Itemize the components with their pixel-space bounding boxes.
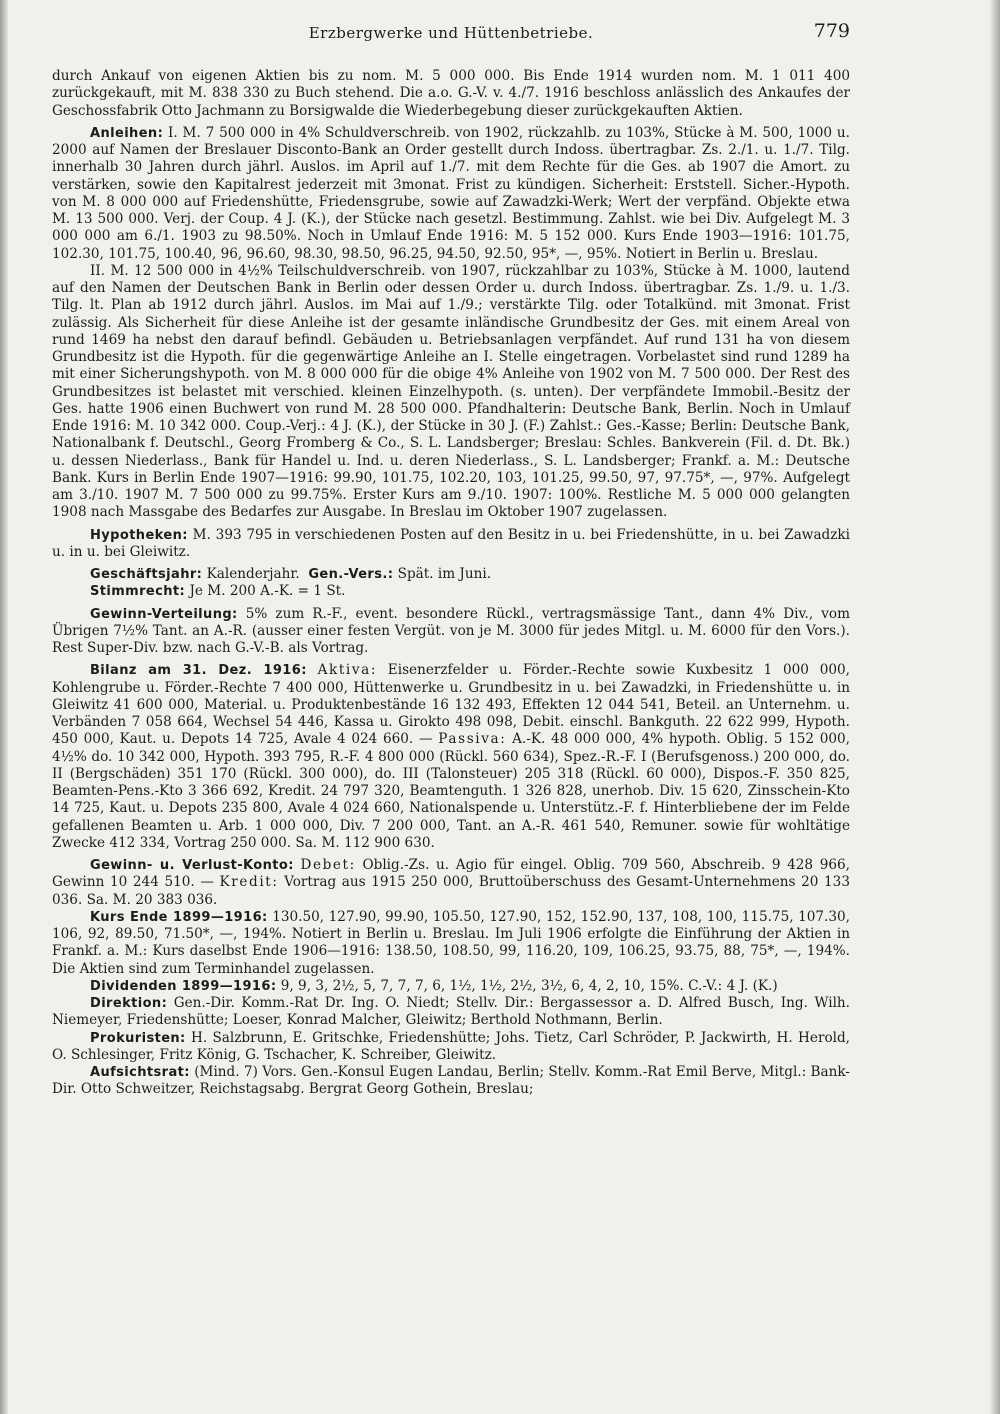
hypotheken-text: M. 393 795 in verschiedenen Posten auf den Besitz in u. bei Friedenshütte, in u. bei Zawadzki u. in u. bei Gleiwitz. — [52, 526, 850, 560]
kredit-text: Vortrag aus 1915 250 000, Bruttoüberschuss des Gesamt-Unternehmens 20 133 036. Sa. M. 20 383 036. — [52, 874, 850, 908]
prokuristen-label: Prokuristen: — [90, 1030, 186, 1046]
page-number: 779 — [813, 20, 850, 42]
kurs-text: 130.50, 127.90, 99.90, 105.50, 127.90, 152, 152.90, 137, 108, 100, 115.75, 107.30, 106, 92, 89.50, 71.50*, —, 194%. Notiert in Berlin u. Breslau. Im Juli 1906 erfolgte die Einführung der Aktien in Frankf. a. M.: Kurs daselbst Ende 1906—1916: 138.50, 108.50, 99, 116.20, 109, 106.25, 93.75, 88, 75*, —, 194%. Die Aktien sind zum Terminhandel zugelassen. — [52, 908, 850, 977]
anleihen-text-1: I. M. 7 500 000 in 4% Schuldverschreib. von 1902, rückzahlb. zu 103%, Stücke à M. 500, 1000 u. 2000 auf Namen der Breslauer Disconto-Bank an Order gestellt durch Indoss. übertragbar. Zs. 2./1. u. 1./7. Tilg. innerhalb 30 Jahren durch jährl. Auslos. im April auf 1./7. mit dem Rechte für die Ges. ab 1907 die Amort. zu verstärken, sowie den Kapitalrest jederzeit mit 3monat. Frist zu kündigen. Sicherheit: Erststell. Sicher.-Hypoth. von M. 8 000 000 auf Friedenshütte, Friedensgrube, sowie auf Zawadzki-Werk; Wert der verpfänd. Objekte etwa M. 13 500 000. Verj. der Coup. 4 J. (K.), der Stücke nach gesetzl. Bestimmung. Zahlst. wie bei Div. Aufgelegt M. 3 000 000 am 6./1. 1903 zu 98.50%. Noch in Umlauf Ende 1916: M. 5 152 000. Kurs Ende 1903—1916: 101.75, 102.30, 101.75, 100.40, 96, 96.60, 98.30, 98.50, 96.25, 94.50, 92.50, 95*, —, 95%. Notiert in Berlin u. Breslau. — [52, 124, 850, 262]
kredit-label: Kredit: — [219, 874, 279, 891]
gewinn-verteilung-label: Gewinn-Verteilung: — [90, 606, 238, 622]
aufsichtsrat-section — [52, 1064, 850, 1099]
intro-paragraph: durch Ankauf von eigenen Aktien bis zu nom. M. 5 000 000. Bis Ende 1914 wurden nom. M. 1 011 400 zurückgekauft, mit M. 838 330 zu Buch stehend. Die a.o. G.-V. v. 4./7. 1916 beschloss anlässlich des Ankaufes der Geschossfabrik Otto Jachmann zu Borsigwalde die Wiederbegebung dieser zurückgekauften Aktien. — [52, 68, 850, 119]
prokuristen-section — [52, 1030, 850, 1065]
bilanz-section — [52, 662, 850, 852]
hypotheken-label: Hypotheken: — [90, 527, 188, 543]
gen-vers-text: Spät. im Juni. — [397, 566, 492, 582]
direktion-text: Gen.-Dir. Komm.-Rat Dr. Ing. O. Niedt; Stellv. Dir.: Bergassessor a. D. Alfred Busch, Ing. Wilh. Niemeyer, Friedenshütte; Loeser, Konrad Malcher, Gleiwitz; Berthold Nothmann, Berlin. — [52, 995, 850, 1029]
debet-text: Oblig.-Zs. u. Agio für eingel. Oblig. 709 560, Abschreib. 9 428 966, Gewinn 10 244 510. — — [52, 857, 851, 891]
direktion-section — [52, 995, 850, 1030]
gewinn-verlust-label: Gewinn- u. Verlust-Konto: — [90, 858, 294, 873]
page-body — [52, 68, 850, 1099]
aufsichtsrat-label: Aufsichtsrat: — [90, 1065, 190, 1080]
stimmrecht-label: Stimmrecht: — [90, 584, 186, 600]
anleihen-second-issue: II. M. 12 500 000 in 4½% Teilschuldverschreib. von 1907, rückzahlbar zu 103%, Stücke à M. 1000, lautend auf den Namen der Deutschen Bank in Berlin oder dessen Order u. durch Indoss. übertragbar. Zs. 1./9. u. 1./3. Tilg. lt. Plan ab 1912 durch jährl. Auslos. im Mai auf 1./9.; verstärkte Tilg. oder Totalkünd. mit 3monat. Frist zulässig. Als Sicherheit für diese Anleihe ist der gesamte inländische Grundbesitz der Ges. mit einem Areal von rund 1469 ha nebst den darauf befindl. Gebäuden u. Betriebsanlagen verpfändet. Auf rund 131 ha von diesem Grundbesitz ist die Hypoth. für die gegenwärtige Anleihe an I. Stelle eingetragen. Vorbelastet sind rund 1289 ha mit einer Sicherungshypoth. von M. 8 000 000 für die obige 4% Anleihe von 1902 von M. 7 500 000. Der Rest des Grundbesitzes ist belastet mit verschied. kleinen Einzelhypoth. (s. unten). Der verpfändete Immobil.-Besitz der Ges. hatte 1906 einen Buchwert von rund M. 28 500 000. Pfandhalterin: Deutsche Bank, Berlin. Noch in Umlauf Ende 1916: M. 10 342 000. Coup.-Verj.: 4 J. (K.), der Stücke in 30 J. (F.) Zahlst.: Ges.-Kasse; Berlin: Deutsche Bank, Nationalbank f. Deutschl., Georg Fromberg & Co., S. L. Landsberger; Breslau: Schles. Bankverein (Fil. d. Dt. Bk.) u. dessen Niederlass., Bank für Handel u. Ind. u. deren Niederlass., S. L. Landsberger; Frankf. a. M.: Deutsche Bank. Kurs in Berlin Ende 1907—1916: 99.90, 101.75, 102.20, 103, 101.25, 99.50, 97, 97.75*, —, 97%. Aufgelegt am 3./10. 1907 M. 7 500 000 zu 99.75%. Erster Kurs am 9./10. 1907: 100%. Restliche M. 5 000 000 gelangten 1908 nach Massgabe des Bedarfes zur Ausgabe. In Breslau im Oktober 1907 zugelassen. — [52, 262, 850, 521]
passiva-text: A.-K. 48 000 000, 4% hypoth. Oblig. 5 152 000, 4½% do. 10 342 000, Hypoth. 393 795, R.-F. 4 800 000 (Rückl. 560 634), Spez.-R.-F. I (Berufsgenoss.) 200 000, do. II (Bergschäden) 351 170 (Rückl. 300 000), do. III (Talonsteuer) 205 318 (Rückl. 60 000), Dispos.-F. 350 825, Beamten-Pens.-Kto 3 366 692, Kredit. 24 797 320, Beamtenguth. 1 326 828, unerhob. Div. 15 620, Zinsschein-Kto 14 725, Kaut. u. Depots 235 800, Avale 4 024 660, Nationalspende u. Unterstütz.-F. f. Hinterbliebene der im Felde gefallenen Beamten u. Arb. 1 000 000, Div. 7 200 000, Tant. an A.-R. 461 540, Remuner. sowie für wohltätige Zwecke 412 334, Vortrag 250 000. Sa. M. 112 900 630. — [52, 731, 851, 851]
stimmrecht-section — [52, 583, 850, 600]
prokuristen-text: H. Salzbrunn, E. Gritschke, Friedenshütte; Johs. Tietz, Carl Schröder, P. Jackwirth, H. Herold, O. Schlesinger, Fritz König, G. Tschacher, K. Schreiber, Gleiwitz. — [52, 1029, 851, 1063]
geschaeftsjahr-section — [52, 566, 850, 583]
kurs-section — [52, 909, 850, 978]
stimmrecht-text: Je M. 200 A.-K. = 1 St. — [189, 583, 346, 600]
gen-vers-label: Gen.-Vers.: — [308, 567, 394, 582]
running-title: Erzbergwerke und Hüttenbetriebe. — [308, 24, 594, 42]
dividenden-text: 9, 9, 3, 2½, 5, 7, 7, 7, 6, 1½, 1½, 2½, 3½, 6, 4, 2, 10, 15%. C.-V.: 4 J. (K.) — [280, 977, 778, 994]
geschaeftsjahr-label: Geschäftsjahr: — [90, 567, 203, 582]
gewinn-verlust-section — [52, 857, 850, 909]
dividenden-section — [52, 978, 850, 995]
aufsichtsrat-text: (Mind. 7) Vors. Gen.-Konsul Eugen Landau, Berlin; Stellv. Komm.-Rat Emil Berve, Mitgl.: Bank-Dir. Otto Schweitzer, Reichstagsabg. Bergrat Georg Gothein, Breslau; — [52, 1064, 850, 1098]
anleihen-section — [52, 125, 850, 263]
dividenden-label: Dividenden 1899—1916: — [90, 978, 277, 994]
aktiva-text: Eisenerzfelder u. Förder.-Rechte sowie Kuxbesitz 1 000 000, Kohlengrube u. Förder.-Rechte 7 400 000, Hüttenwerke u. Grundbesitz in u. bei Zawadzki, in Friedenshütte u. in Gleiwitz 41 600 000, Material. u. Produktenbestände 16 132 493, Effekten 12 044 541, Beteil. an Unternehm. u. Verbänden 7 058 664, Wechsel 54 446, Kassa u. Girokto 498 098, Debit. einschl. Bankguth. 22 622 999, Hypoth. 450 000, Kaut. u. Depots 14 725, Avale 4 024 660. — — [52, 662, 850, 748]
gewinn-verteilung-text: 5% zum R.-F., event. besondere Rückl., vertragsmässige Tant., dann 4% Div., vom Übrigen 7½% Tant. an A.-R. (ausser einer festen Vergüt. von je M. 3000 für jedes Mitgl. u. M. 6000 für den Vors.). Rest Super-Div. bzw. nach G.-V.-B. als Vortrag. — [52, 605, 851, 656]
debet-label: Debet: — [300, 857, 356, 873]
aktiva-label: Aktiva: — [317, 662, 378, 679]
gewinn-verteilung-section — [52, 606, 850, 658]
passiva-label: Passiva: — [438, 731, 507, 748]
kurs-label: Kurs Ende 1899—1916: — [90, 909, 268, 925]
bilanz-label: Bilanz am 31. Dez. 1916: — [90, 663, 307, 679]
hypotheken-section — [52, 527, 850, 562]
direktion-label: Direktion: — [90, 996, 168, 1011]
anleihen-label: Anleihen: — [90, 125, 164, 141]
page-header — [52, 20, 850, 50]
geschaeftsjahr-text: Kalenderjahr. — [206, 566, 300, 582]
